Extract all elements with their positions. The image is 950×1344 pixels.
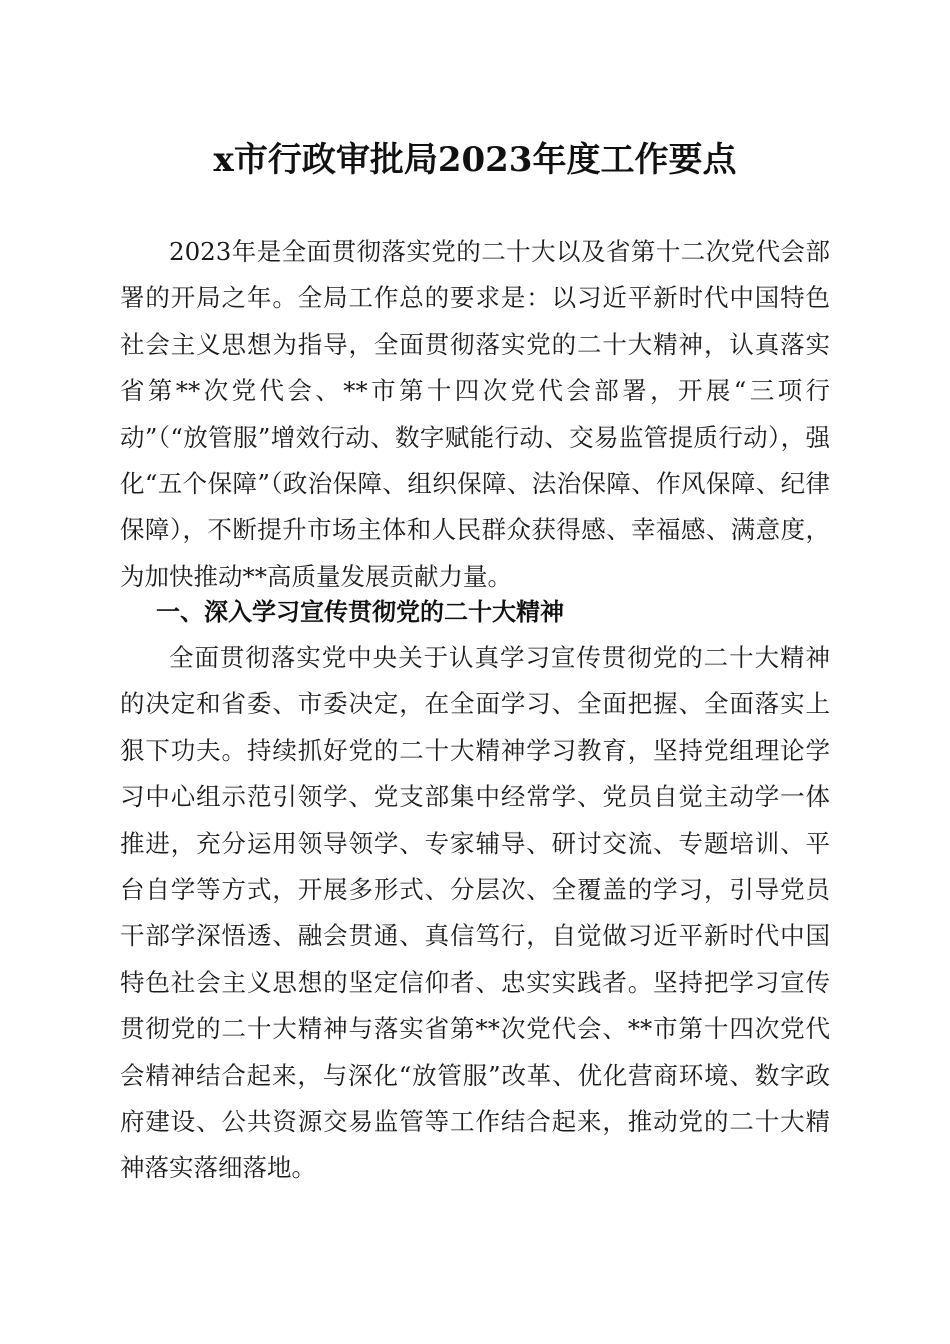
intro-paragraph: 2023年是全面贯彻落实党的二十大以及省第十二次党代会部署的开局之年。全局工作总的要求是：以习近平新时代中国特色社会主义思想为指导，全面贯彻落实党的二十大精神，认真落实省第**次党代会、**市第十四次党代会部署，开展“三项行动”（“放管服”增效行动、数字赋能行动、交易监管提质行动），强化“五个保障”（政治保障、组织保障、法治保障、作风保障、纪律保障），不断提升市场主体和人民群众获得感、幸福感、满意度，为加快推动**高质量发展贡献力量。: [120, 237, 830, 591]
section-heading: 一、深入学习宣传贯彻党的二十大精神: [156, 598, 564, 626]
section-paragraph: 全面贯彻落实党中央关于认真学习宣传贯彻党的二十大精神的决定和省委、市委决定，在全面学习、全面把握、全面落实上狠下功夫。持续抓好党的二十大精神学习教育，坚持党组理论学习中心组示范引领学、党支部集中经常学、党员自觉主动学一体推进，充分运用领导领学、专家辅导、研讨交流、专题培训、平台自学等方式，开展多形式、分层次、全覆盖的学习，引导党员干部学深悟透、融会贯通、真信笃行，自觉做习近平新时代中国特色社会主义思想的坚定信仰者、忠实实践者。坚持把学习宣传贯彻党的二十大精神与落实省第**次党代会、**市第十四次党代会精神结合起来，与深化“放管服”改革、优化营商环境、数字政府建设、公共资源交易监管等工作结合起来，推动党的二十大精神落实落细落地。: [120, 643, 830, 1183]
document-title: x市行政审批局2023年度工作要点: [213, 140, 737, 180]
